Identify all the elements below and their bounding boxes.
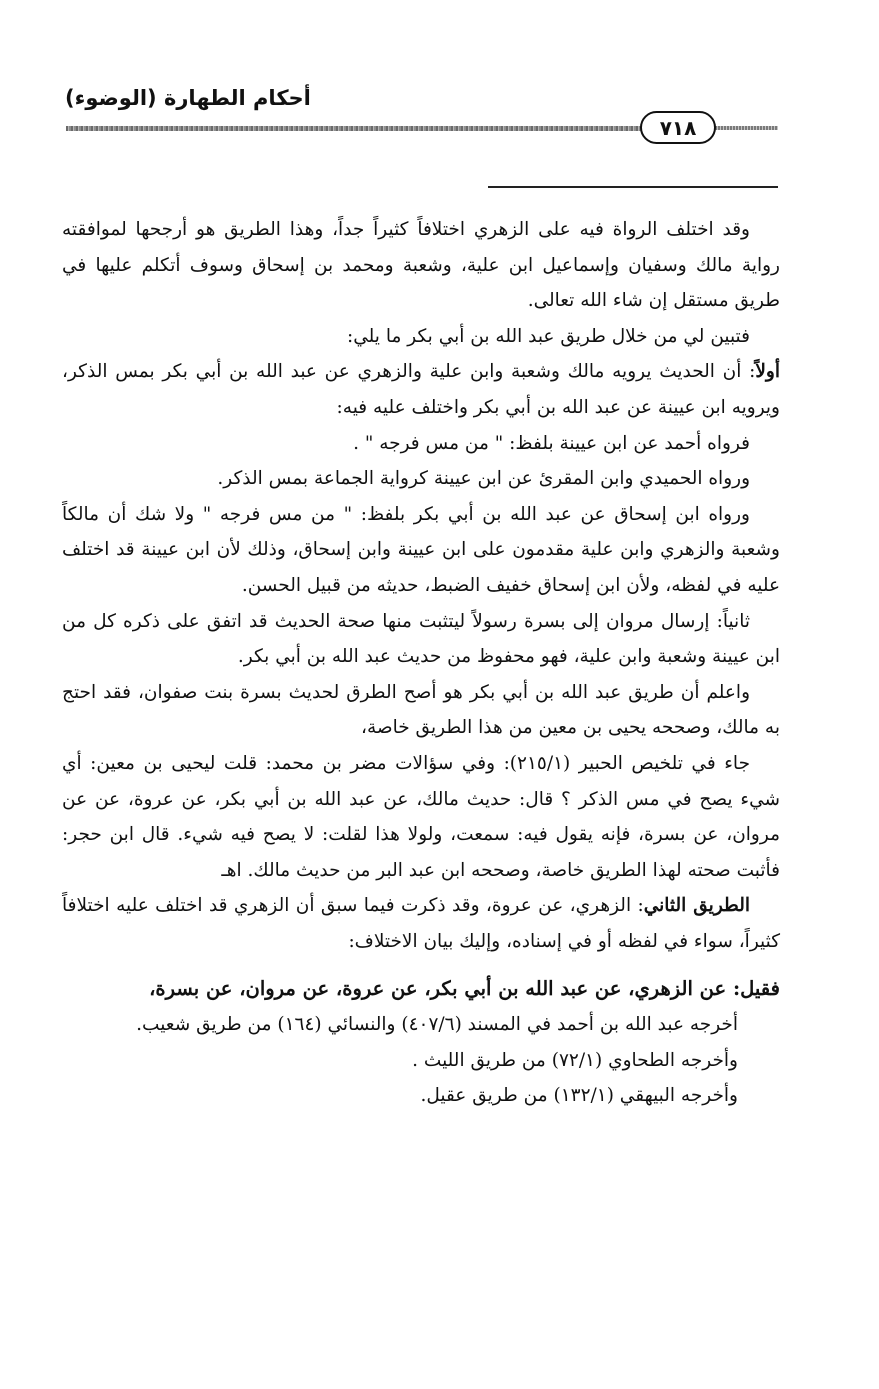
paragraph-9: جاء في تلخيص الحبير (٢١٥/١): وفي سؤالات مضر بن محمد: قلت ليحيى بن معين: أي شيء يصح في مس الذكر ؟ قال: حديث مالك، عن عبد الله بن أبي بكر، عن عروة، عن عن مروان، عن بسرة، فإنه يقول فيه: سمعت، ولولا هذا لقلت: لا يصح فيه شيء. قال ابن حجر: فأثبت صحته لهذا الطريق خاصة، وصححه ابن عبد البر من حديث مالك. اهـ	[62, 752, 780, 881]
paragraph-6: ورواه ابن إسحاق عن عبد الله بن أبي بكر بلفظ: " من مس فرجه " ولا شك أن مالكاً وشعبة والزهري وابن علية مقدمون على ابن عيينة وابن إسحاق، وذلك لأن ابن عيينة قد اختلف عليه في لفظه، ولأن ابن إسحاق خفيف الضبط، حديثه من قبيل الحسن.	[62, 503, 780, 596]
paragraph-4: فرواه أحمد عن ابن عيينة بلفظ: " من مس فرجه " .	[353, 432, 750, 454]
lead-second-path: الطريق الثاني	[643, 895, 750, 917]
page-body	[62, 212, 780, 1114]
subsection-lead: فقيل	[740, 977, 780, 1001]
paragraph-1: وقد اختلف الرواة فيه على الزهري اختلافاً كثيراً جداً، وهذا الطريق هو أرجحها لموافقته رواية مالك وسفيان وإسماعيل ابن علية، وشعبة ومحمد بن إسحاق وسوف أتكلم عليها في طريق مستقل إن شاء الله تعالى.	[62, 219, 780, 312]
page-header-title: أحكام الطهارة (الوضوء)	[65, 86, 311, 110]
reference-1: أخرجه عبد الله بن أحمد في المسند (٤٠٧/٦) والنسائي (١٦٤) من طريق شعيب.	[136, 1014, 738, 1036]
top-divider-line	[488, 186, 778, 188]
page-number-badge	[640, 111, 716, 144]
page-number: ٧١٨	[659, 115, 697, 140]
paragraph-2: فتبين لي من خلال طريق عبد الله بن أبي بكر ما يلي:	[347, 325, 750, 347]
section-spacer	[62, 959, 780, 971]
subsection-heading	[62, 971, 780, 1007]
paragraph-8: واعلم أن طريق عبد الله بن أبي بكر هو أصح الطرق لحديث بسرة بنت صفوان، فقد احتج به مالك، وصححه يحيى بن معين من هذا الطريق خاصة،	[62, 681, 780, 739]
paragraph-7: ثانياً: إرسال مروان إلى بسرة رسولاً ليتثبت منها صحة الحديث قد اتفق على ذكره كل من ابن عيينة وشعبة وابن علية، فهو محفوظ من حديث عبد الله بن أبي بكر.	[62, 610, 780, 668]
lead-first: أولاً	[755, 361, 780, 383]
header-decorative-rule-right	[712, 126, 778, 130]
subsection-text: : عن الزهري، عن عبد الله بن أبي بكر، عن عروة، عن مروان، عن بسرة،	[149, 977, 741, 1001]
paragraph-first-point	[62, 354, 780, 425]
paragraph-first-point-text: : أن الحديث يرويه مالك وشعبة وابن علية والزهري عن عبد الله بن أبي بكر بمس الذكر، ويرويه ابن عيينة عن عبد الله بن أبي بكر واختلف عليه فيه:	[62, 361, 780, 418]
paragraph-second-path-text: : الزهري، عن عروة، وقد ذكرت فيما سبق أن الزهري قد اختلف عليه اختلافاً كثيراً، سواء في لفظه أو في إسناده، وإليك بيان الاختلاف:	[62, 895, 780, 952]
reference-2: وأخرجه الطحاوي (٧٢/١) من طريق الليث .	[412, 1049, 738, 1071]
reference-3: وأخرجه البيهقي (١٣٢/١) من طريق عقيل.	[420, 1085, 738, 1107]
paragraph-second-path	[62, 888, 780, 959]
header-decorative-rule-left	[66, 126, 644, 131]
paragraph-5: ورواه الحميدي وابن المقرئ عن ابن عيينة كرواية الجماعة بمس الذكر.	[217, 468, 750, 490]
